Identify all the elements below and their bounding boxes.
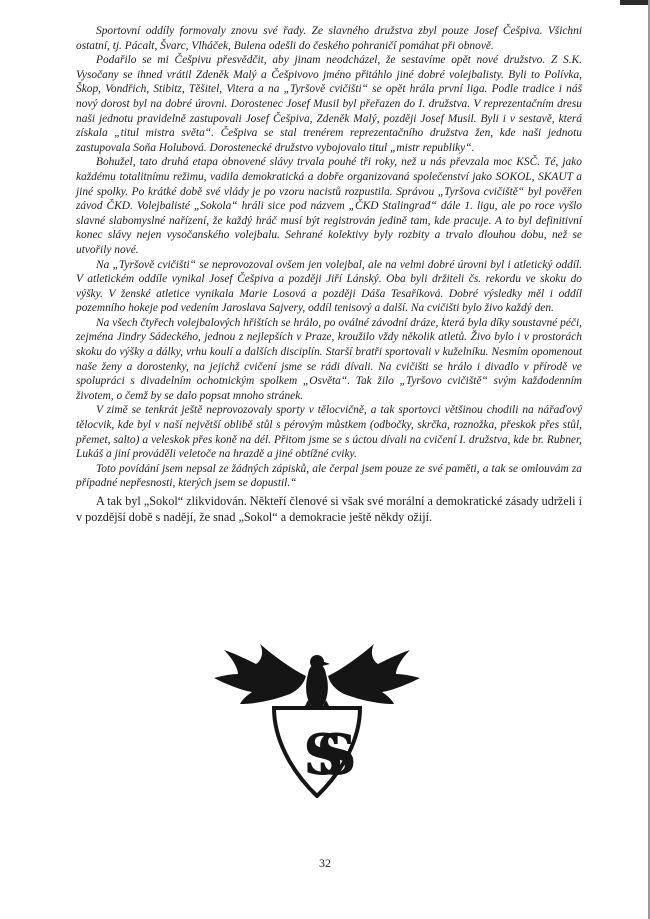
page-number: 32: [319, 856, 331, 870]
emblem-left-wing: [214, 644, 306, 704]
paragraph: Na všech čtyřech volejbalových hřištích se hrálo, po oválné závodní dráze, která byla díky soustavné péči, zejména Jindry Sádeckého, jednou z nejlepších v Praze, kroužilo vždy několik atletů. Živo bylo i v prostorách skoku do výšky a dálky, vrhu koulí a dalších disciplín. Starší bratři sportovali v kuželníku. Nesmím opomenout naše ženy a dorostenky, na jejichž cvičení jsme se rádi dívali. Na cvičišti se hrálo i divadlo v přírodě ve spolupráci s divadelním ochotnickým spolkem „Osvěta“. Tak žilo „Tyršovo cvičiště“ svým každodenním životem, o čemž by se dalo popsat mnoho stránek.: [76, 316, 582, 402]
paragraph: Na „Tyršově cvičišti“ se neprovozoval ovšem jen volejbal, ale na velmi dobré úrovni byl i atletický oddíl. V atletickém oddíle vynikal Josef Češpiva a později Jiří Lánský. Oba byli držiteli čs. rekordu ve skoku do výšky. V ženské atletice vynikala Marie Losová a později Dáša Tesaříková. Dobré výsledky měl i oddíl pozemního hokeje pod vedením Jaroslava Sajvery, oddíl tenisový a další. Na cvičišti bylo živo každý den.: [76, 258, 582, 315]
paragraph: V zimě se tenkrát ještě neprovozovaly sporty v tělocvičně, a tak sportovci většinou chodili na nářaďový tělocvik, kde byl v naší největší oblibě stůl s pérovým můstkem (odbočky, skrčka, roznožka, přeskok přes stůl, přemet, salto) a veleskok přes koně na dél. Přitom jsme se s úctou dívali na cvičení I. družstva, kde br. Rubner, Lukáš a jiní prováděli veletoče na hrazdě a jiné obtížné cviky.: [76, 404, 582, 461]
closing-paragraph: A tak byl „Sokol“ zlikvidován. Někteří členové si však své morální a demokratické zásady udrželi i v pozdější době s nadějí, že snad „Sokol“ a demokracie ještě někdy ožijí.: [76, 494, 582, 524]
scan-edge-mark: [620, 0, 650, 5]
page-body: [76, 24, 582, 525]
paragraph: Toto povídání jsem nepsal ze žádných zápisků, ale čerpal jsem pouze ze své paměti, a tak se omlouvám za případné nepřesnosti, kterých jsem se dopustil.“: [76, 462, 582, 490]
emblem-right-wing: [328, 644, 420, 704]
emblem-bird-head: [310, 655, 324, 669]
paragraph: Bohužel, tato druhá etapa obnovené slávy trvala pouhé tři roky, než u nás převzala moc KSČ. Té, jako každému totalitnímu režimu, vadila demokratická a dobře organizovaná společenství jako SOKOL, SKAUT a jiné spolky. Po krátké době své vlády je po vzoru nacistů rozpustila. Správou „Tyršova cvičiště“ byl pověřen závod ČKD. Volejbalisté „Sokola“ hráli sice pod názvem „ČKD Stalingrad“ dále 1. ligu, ale po roce vyšlo slavné slabomyslné nařízení, že každý hráč musí být registrován jedině tam, kde pracuje. A to byl definitivní konec slávy nejen vysočanského volejbalu. Sehrané kolektivy byly rozbity a trvalo dlouhou dobu, než se utvořily nové.: [76, 156, 582, 256]
paragraph: Podařilo se mi Češpivu přesvědčit, aby jinam neodcházel, že sestavíme opět nové družstvo. Z S.K. Vysočany se ihned vrátil Zdeněk Malý a Češpivovo jméno přitáhlo jiné dobré volejbalisty. Byli to Polívka, Škop, Vondřich, Stibitz, Těšitel, Vitera a na „Tyršově cvičišti“ se opět hrála první liga. Podle tradice i náš nový dorost byl na dobré úrovni. Dorostenec Josef Musil byl přeřazen do I. družstva. V reprezentačním dresu naši jednotu pravidelně zastupovali Josef Češpiva, Zdeněk Malý, později Josef Musil. Byli i v sestavě, která získala „titul mistra světa“. Češpiva se stal trenérem reprezentačního družstva žen, kde naši jednotu zastupovala Soňa Holubová. Dorostenecké družstvo vybojovalo titul „mistr republiky“.: [76, 54, 582, 154]
emblem-letters: SS: [303, 722, 331, 788]
paragraph: Sportovní oddíly formovaly znovu své řady. Ze slavného družstva zbyl pouze Josef Češpiva. Všichni ostatní, tj. Pácalt, Švarc, Vlháček, Bulena odešli do českého pohraničí pomáhat při obnově.: [76, 25, 582, 52]
sokol-emblem-icon: [212, 638, 422, 798]
